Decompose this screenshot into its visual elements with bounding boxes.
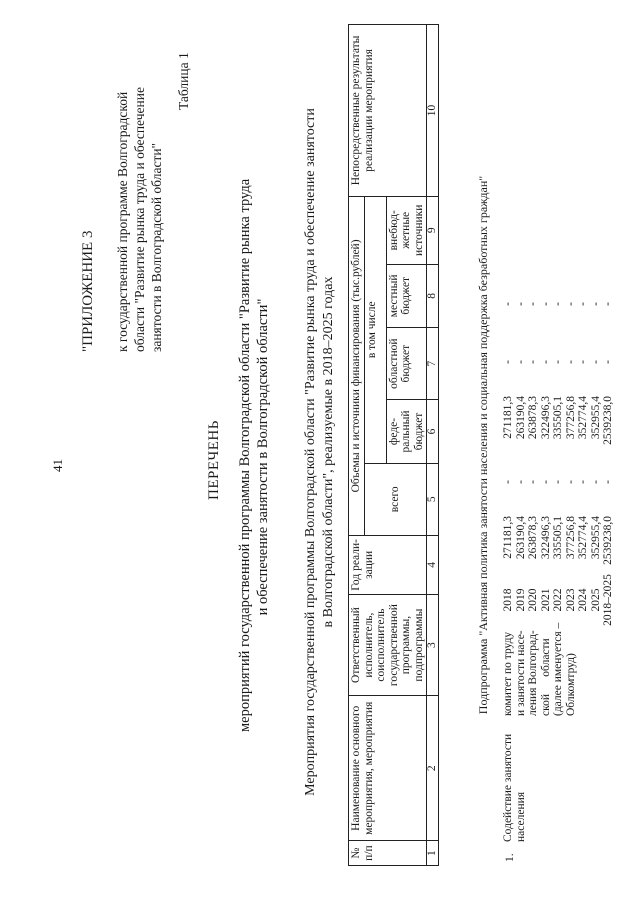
table-caption <box>302 52 338 852</box>
col-number: 9 <box>427 196 439 264</box>
table-number: Таблица 1 <box>176 52 191 110</box>
header-num: № п/п <box>349 841 427 866</box>
row-extra: - - - - - - - - - <box>502 302 614 306</box>
appendix-title: "ПРИЛОЖЕНИЕ 3 <box>80 230 96 352</box>
appendix-text <box>114 87 165 352</box>
page-number: 41 <box>50 459 65 472</box>
row-regional: 271181,3 263190,4 263878,3 322496,3 335505,1 377256,8 352774,4 352955,4 2539238,0 <box>502 396 614 445</box>
header-results: Непосредственные результаты реализации мероприятия <box>349 25 427 197</box>
rotated-page <box>10 22 630 892</box>
row-number: 1. <box>504 853 516 862</box>
header-year: Год реали-зации <box>349 535 427 594</box>
subtitle-line: и обеспечение занятости в Волгоградской области" <box>255 298 271 616</box>
document-title: ПЕРЕЧЕНЬ <box>206 420 222 500</box>
col-number: 5 <box>427 463 439 535</box>
appendix-line: к государственной программе Волгоградской <box>115 91 130 352</box>
header-incl: в том числе <box>364 196 386 463</box>
col-number: 10 <box>427 25 439 197</box>
row-local: - - - - - - - - - <box>502 360 614 364</box>
row-totals: 271181,3 263190,4 263878,3 322496,3 335505,1 377256,8 352774,4 352955,4 2539238,0 <box>502 516 614 565</box>
col-number: 2 <box>427 696 439 841</box>
row-years: 2018 2019 2020 2021 2022 2023 2024 2025 2018–2025 <box>502 574 614 626</box>
header-executor: Ответственный исполнитель, соисполнитель государственной программы, подпрограммы <box>349 594 427 696</box>
subtitle-line: мероприятий государственной программы Волгоградской области "Развитие рынка труда <box>237 178 253 732</box>
appendix-line: занятости в Волгоградской области" <box>149 142 164 352</box>
header-total: всего <box>364 463 427 535</box>
header-federal: феде-ральный бюджет <box>386 400 427 463</box>
header-regional: областной бюджет <box>386 327 427 399</box>
header-extra: внебюд-жетные источники <box>386 196 427 264</box>
row-name: Содействие занятости населения <box>502 733 527 842</box>
caption-line: Мероприятия государственной программы Волгоградской области "Развитие рынка труда и обеспечение занятости <box>303 108 318 796</box>
col-number: 1 <box>427 841 439 866</box>
subprogram-title: Подпрограмма "Активная политика занятости населения и социальная поддержка безработных граждан" <box>476 175 490 715</box>
appendix-line: области "Развитие рынка труда и обеспечение <box>132 87 147 352</box>
col-number: 3 <box>427 594 439 696</box>
col-number: 8 <box>427 264 439 327</box>
activities-table <box>348 24 439 866</box>
document-subtitle <box>236 178 272 732</box>
col-number: 6 <box>427 400 439 463</box>
col-number: 7 <box>427 327 439 399</box>
header-local: местный бюджет <box>386 264 427 327</box>
header-name: Наименование основного мероприятия, мероприятия <box>349 696 427 841</box>
row-executor: комитет по труду и занятости насе- ления Волгоград- ской области (далее именуется – Облкомтруд) <box>502 622 577 716</box>
col-number: 4 <box>427 535 439 594</box>
header-finance: Объемы и источники финансирования (тыс.рублей) <box>349 196 365 535</box>
caption-line: в Волгоградской области", реализуемые в 2018–2025 годах <box>321 276 336 628</box>
row-federal: - - - - - - - - - <box>502 480 614 484</box>
